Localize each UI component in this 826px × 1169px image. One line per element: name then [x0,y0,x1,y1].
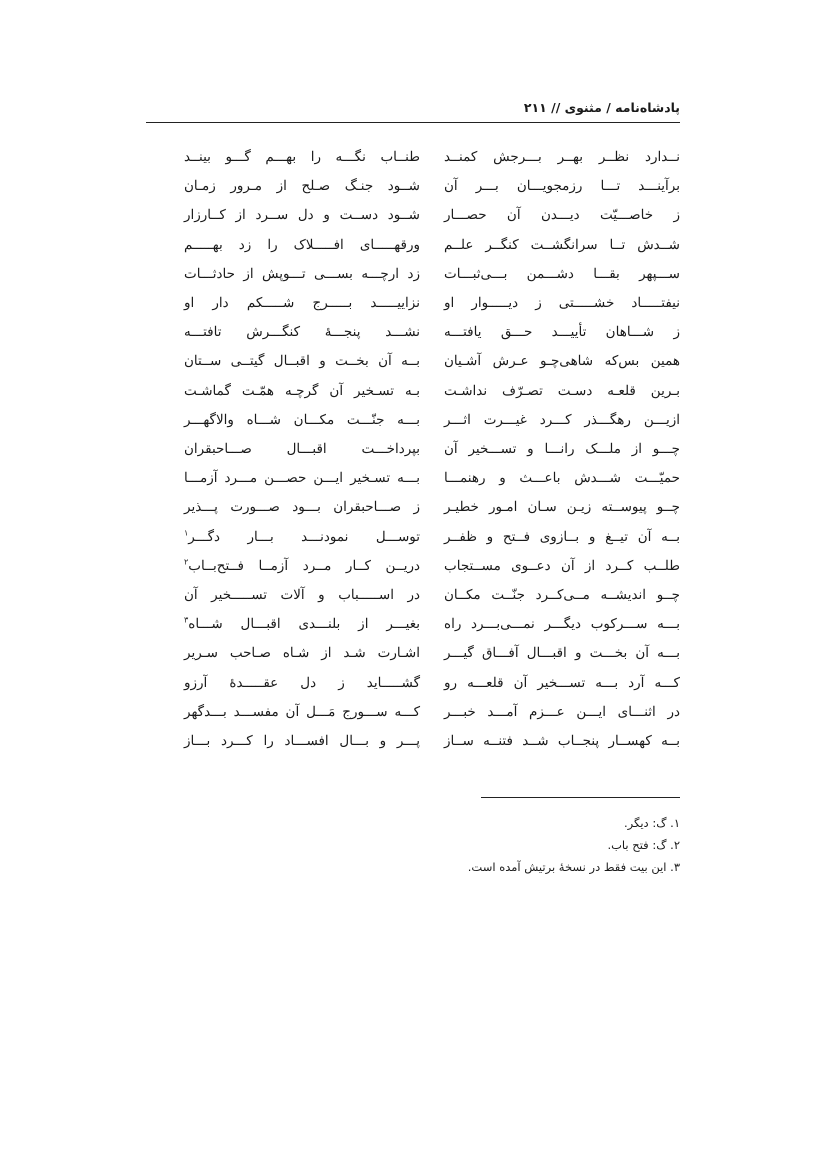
hemistich-second [184,175,420,197]
hemistich-first: بــه کهســار پنجــاب شــد فتنــه ســاز [444,733,680,749]
hemistich-second-text: بــه آن بخــت و اقبــال گیتــی ســتان [184,353,420,370]
hemistich-second [184,204,420,226]
hemistich-second-text: ز صـــاحبقران بـــود صـــورت پـــذیر [184,499,420,516]
page-header-title: پادشاه‌نامه / مثنوی // ۲۱۱ [523,100,680,115]
hemistich-second-text: ورقهـــــای افـــــلاک را زد بهـــــم [184,236,420,253]
hemistich-second [184,321,420,343]
couplet [146,380,680,408]
couplet [146,146,680,174]
hemistich-first: ز خاصـــیّت دیـــدن آن حصـــار [444,207,680,224]
poem-body [146,146,680,766]
hemistich-second [184,146,420,168]
footnote-item: ۲. گ: فتح باب. [607,838,680,852]
hemistich-second-text: طنــاب نگـــه را بهـــم گـــو بینــد [184,149,420,165]
hemistich-second [184,642,420,664]
hemistich-first: چــو پیوســته زیـن سـان امـور خطیـر [444,499,680,516]
hemistich-second-text: پـــر و بـــال افســـاد را کـــرد بـــاز [184,733,420,749]
hemistich-second-text: دریــن کــار مــرد آزمــا فــتح‌بــاب [188,557,420,574]
hemistich-second-text: در اســـــباب و آلات تســـــخیر آن [184,587,420,603]
hemistich-first: در اثنـــای ایـــن عـــزم آمـــد خبـــر [444,703,680,720]
hemistich-second [184,555,420,577]
hemistich-first: بـرین قلعـه دسـت تصـرّف نداشـت [444,382,680,399]
hemistich-second [184,613,420,635]
footnote-divider [481,797,680,798]
hemistich-second [184,409,420,431]
hemistich-first: بــه آن تیــغ و بــازوی فــتح و ظفــر [444,528,680,545]
footnote-marker: ۱ [184,528,189,538]
footnote-marker: ۳ [184,615,189,625]
couplet [146,204,680,232]
couplet [146,701,680,729]
hemistich-second [184,234,420,256]
hemistich-second-text: کـــه ســـورج مَـــل آن مفســـد بـــدگهر [184,703,420,720]
hemistich-second-text: بـه تسـخیر آن گرچـه همّـت گماشـت [184,382,420,399]
hemistich-second [184,467,420,489]
hemistich-second-text: گشـــــاید ز دل عقـــــدهٔ آرزو [184,674,420,691]
hemistich-second [184,584,420,606]
couplet [146,467,680,495]
hemistich-second [184,350,420,372]
hemistich-second-text: نزاییـــــد بـــــرج شـــــکم دار او [184,295,420,311]
hemistich-first: نــدارد نظــر بهــر بـــرجش کمنــد [444,149,680,165]
running-header [146,98,680,123]
hemistich-second [184,380,420,402]
hemistich-first: کـــه آرد بـــه تســـخیر آن قلعـــه رو [444,674,680,691]
hemistich-first: طلــب کــرد از آن دعــوی مســتجاب [444,557,680,574]
hemistich-second-text: توســـل نمودنـــد بـــار دگـــر [188,528,420,545]
hemistich-first: حمیّـــت شـــدش باعـــث و رهنمـــا [444,470,680,487]
couplet [146,234,680,262]
hemistich-first: بـــه ســـرکوب دیگـــر نمـــی‌بـــرد راه [444,616,680,633]
hemistich-second-text: اشـارت شـد از شـاه صـاحب سـریر [184,645,420,662]
hemistich-second [184,701,420,723]
couplet [146,730,680,758]
hemistich-second-text: شــود جنـگ صـلح از مـرور زمـان [184,178,420,195]
couplet [146,584,680,612]
couplet [146,321,680,349]
hemistich-first: بـــه آن بخـــت و اقبـــال آفـــاق گیـــر [444,645,680,662]
hemistich-first: همین بس‌که شاهی‌چـو عـرش آشـیان [444,353,680,370]
hemistich-first: ز شـــاهان تأییـــد حـــق یافتـــه [444,324,680,341]
couplet [146,350,680,378]
hemistich-first: چــو اندیشــه مــی‌کــرد جنّــت مکــان [444,587,680,603]
hemistich-second [184,496,420,518]
hemistich-second-text: بـــه جنّـــت مکـــان شـــاه والاگهـــر [184,411,420,428]
couplet [146,438,680,466]
hemistich-first: ازیـــن رهگـــذر کـــرد غیـــرت اثـــر [444,411,680,428]
couplet [146,292,680,320]
couplet [146,613,680,641]
couplet [146,409,680,437]
hemistich-first: چـــو از ملـــک رانـــا و تســـخیر آن [444,441,680,457]
couplet [146,555,680,583]
hemistich-first: ســـپهر بقـــا دشـــمن بـــی‌ثبـــات [444,265,680,282]
footnote-item: ۱. گ: دیگر. [624,816,680,830]
couplet [146,496,680,524]
hemistich-second-text: بـــه تسـخیر ایـــن حصـــن مـــرد آزمـــا [184,470,420,487]
hemistich-second [184,438,420,460]
hemistich-second [184,672,420,694]
hemistich-second-text: بغیـــر از بلنـــدی اقبـــال شـــاه [188,616,420,633]
hemistich-second [184,526,420,548]
hemistich-second-text: زد ارچـــه بســـی تـــوپش از حادثـــات [184,265,420,282]
hemistich-first: برآینـــد تـــا رزمجویـــان بـــر آن [444,178,680,195]
hemistich-second [184,292,420,314]
couplet [146,263,680,291]
hemistich-second [184,730,420,752]
footnote-marker: ۲ [184,557,189,567]
hemistich-second [184,263,420,285]
hemistich-second-text: نشـــد پنجـــهٔ کنگـــرش تافتـــه [184,324,420,341]
hemistich-second-text: شــود دســت و دل ســرد از کــارزار [184,207,420,224]
footnote-item: ۳. این بیت فقط در نسخهٔ برتیش آمده است. [467,860,680,874]
couplet [146,642,680,670]
hemistich-first: نیفتـــــاد خشـــــتی ز دیـــــوار او [444,295,680,311]
couplet [146,672,680,700]
footnotes [280,812,680,878]
hemistich-first: شــدش تــا سرانگشــت کنگــر علــم [444,236,680,253]
couplet [146,175,680,203]
hemistich-second-text: بپرداخـــت اقبـــال صـــاحبقران [184,441,420,457]
couplet [146,526,680,554]
